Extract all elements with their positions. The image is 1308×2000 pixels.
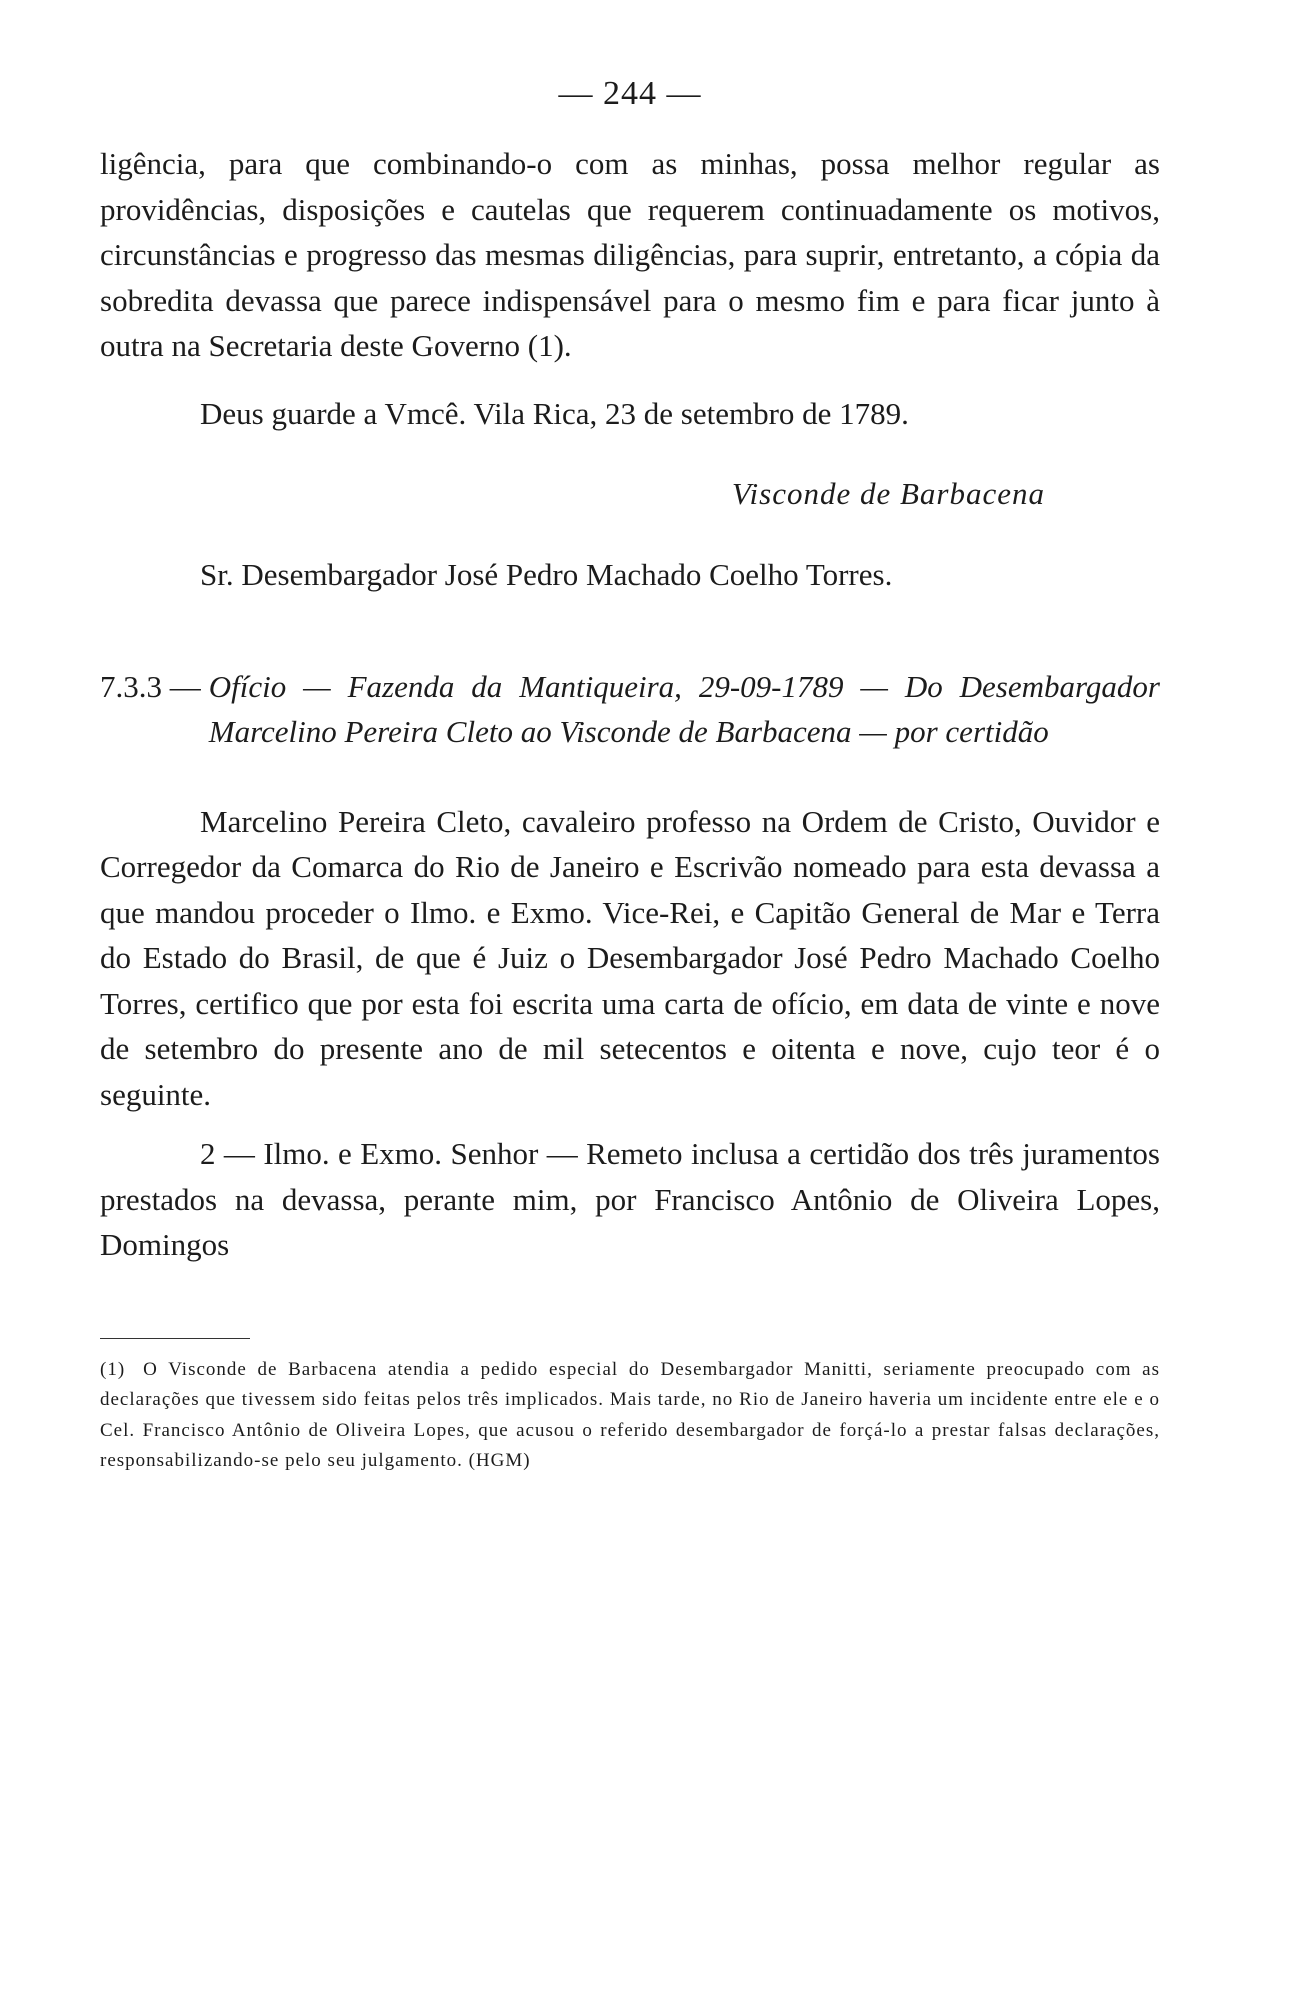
body-paragraph: Marcelino Pereira Cleto, cavaleiro professo na Ordem de Cristo, Ouvidor e Corregedor da Comarca do Rio de Janeiro e Escrivão nomeado para esta devassa a que mandou proceder o Ilmo. e Exmo. Vice-Rei, e Capitão General de Mar e Terra do Estado do Brasil, de que é Juiz o Desembargador José Pedro Machado Coelho Torres, certifico que por esta foi escrita uma carta de ofício, em data de vinte e nove de setembro do presente ano de mil setecentos e oitenta e nove, cujo teor é o seguinte.	[100, 803, 1160, 1112]
section-number: 7.3.3 —	[100, 668, 201, 704]
document-body	[100, 799, 1160, 1268]
section-heading	[100, 664, 1160, 755]
page-number: — 244 —	[558, 75, 702, 112]
signature: Visconde de Barbacena	[731, 476, 1045, 511]
letter-closing: Deus guarde a Vmcê. Vila Rica, 23 de setembro de 1789.	[200, 395, 909, 431]
body-paragraph: 2 — Ilmo. e Exmo. Senhor — Remeto inclusa a certidão dos três juramentos prestados na devassa, perante mim, por Francisco Antônio de Oliveira Lopes, Domingos	[100, 1136, 1160, 1262]
addressee: Sr. Desembargador José Pedro Machado Coelho Torres.	[200, 557, 893, 592]
footnote	[100, 1355, 1160, 1477]
section-title: Ofício — Fazenda da Mantiqueira, 29-09-1789 — Do Desembargador Marcelino Pereira Cleto ao Visconde de Barbacena — por certidão	[208, 668, 1160, 749]
footnote-text: O Visconde de Barbacena atendia a pedido especial do Desembargador Manitti, seriamente preocupado com as declarações que tivessem sido feitas pelos três implicados. Mais tarde, no Rio de Janeiro haveria um incidente entre ele e o Cel. Francisco Antônio de Oliveira Lopes, que acusou o referido desembargador de forçá-lo a prestar falsas declarações, responsabilizando-se pelo seu julgamento. (HGM)	[100, 1358, 1160, 1471]
letter-paragraph: ligência, para que combinando-o com as minhas, possa melhor regular as providências, disposições e cautelas que requerem continuadamente os motivos, circunstâncias e progresso das mesmas diligências, para suprir, entretanto, a cópia da sobredita devassa que parece indispensável para o mesmo fim e para ficar junto à outra na Secretaria deste Governo (1).	[100, 146, 1160, 363]
footnote-marker: (1)	[100, 1358, 126, 1380]
footnote-divider	[100, 1338, 250, 1339]
document-page	[100, 75, 1160, 1496]
